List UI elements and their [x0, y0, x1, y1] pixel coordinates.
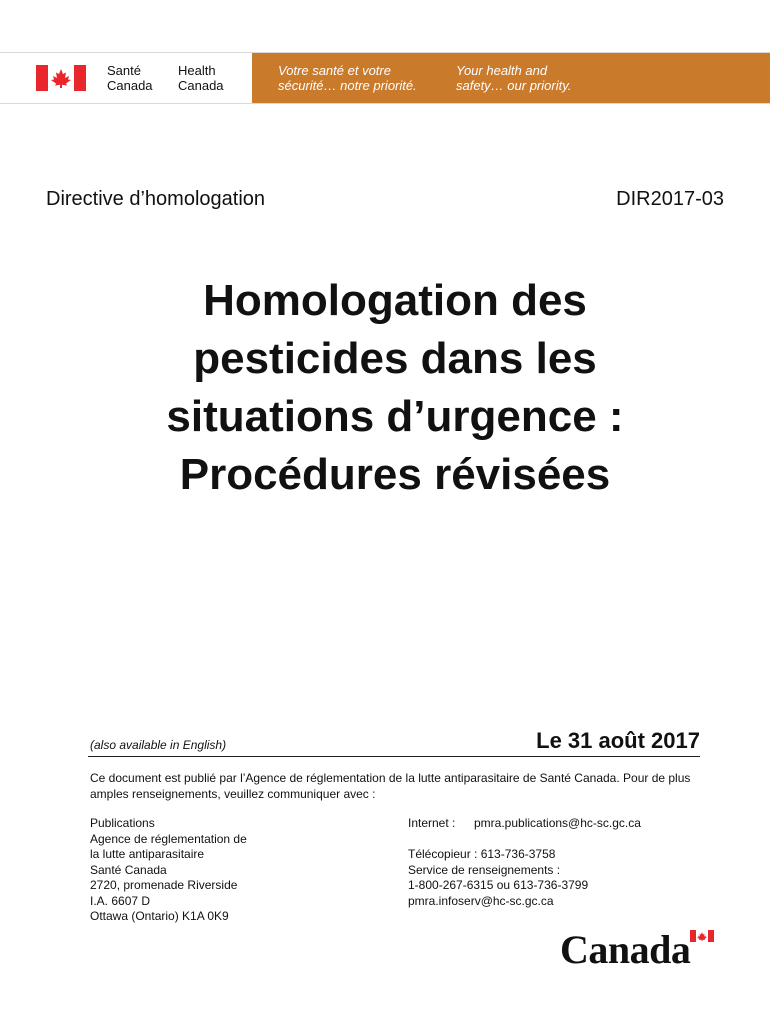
org-name-en — [178, 63, 224, 93]
contact-info — [408, 816, 641, 909]
org-name-en-line1: Health — [178, 63, 216, 78]
title-line: Homologation des — [203, 276, 587, 325]
directive-type: Directive d’homologation — [46, 188, 266, 210]
internet-label: Internet : — [408, 816, 456, 830]
publication-date: Le 31 août 2017 — [536, 728, 700, 753]
service-phone: 1-800-267-6315 ou 613-736-3799 — [408, 878, 589, 892]
title-line: Procédures révisées — [179, 450, 611, 499]
motto-en-line1: Your health and — [456, 63, 548, 78]
internet-row — [408, 816, 641, 832]
motto-band — [252, 53, 770, 103]
address-line: Santé Canada — [90, 862, 167, 877]
document-title — [40, 272, 750, 504]
org-name-fr-line1: Santé — [107, 63, 141, 78]
address-line: 2720, promenade Riverside — [90, 878, 238, 892]
wordmark-text: Canada — [560, 927, 691, 972]
divider — [88, 756, 700, 757]
motto-en-line2: safety… our priority. — [456, 78, 572, 93]
org-name-fr-line2: Canada — [107, 78, 153, 93]
org-name-fr — [107, 63, 153, 93]
service-label: Service de renseignements : — [408, 862, 561, 877]
motto-fr — [278, 63, 417, 93]
canada-wordmark — [560, 927, 716, 972]
wordmark-flag-icon — [690, 930, 714, 942]
intro-paragraph: Ce document est publié par l’Agence de réglementation de la lutte antiparasitaire de Santé Canada. Pour de plus amples renseignements, veuillez communiquer avec : — [90, 771, 691, 801]
header-banner — [0, 52, 770, 104]
availability-note: (also available in English) — [90, 738, 227, 752]
address-line: Ottawa (Ontario) K1A 0K9 — [90, 909, 229, 923]
address-line: Agence de réglementation de — [90, 831, 247, 846]
postal-address — [90, 816, 247, 925]
address-line: I.A. 6607 D — [90, 893, 151, 908]
internet-email-link[interactable]: pmra.publications@hc-sc.gc.ca — [474, 816, 641, 830]
directive-id: DIR2017-03 — [616, 188, 724, 210]
address-line: Publications — [90, 816, 155, 830]
title-line: pesticides dans les — [193, 334, 597, 383]
org-name-en-line2: Canada — [178, 78, 224, 93]
service-email-link[interactable]: pmra.infoserv@hc-sc.gc.ca — [408, 893, 554, 908]
motto-en — [456, 63, 571, 93]
motto-fr-line1: Votre santé et votre — [278, 63, 391, 78]
canada-flag-icon — [36, 65, 86, 91]
address-line: la lutte antiparasitaire — [90, 847, 205, 861]
fax-number: Télécopieur : 613-736-3758 — [408, 847, 556, 861]
motto-fr-line2: sécurité… notre priorité. — [278, 78, 417, 93]
title-line: situations d’urgence : — [166, 392, 624, 441]
spacer — [408, 832, 641, 848]
